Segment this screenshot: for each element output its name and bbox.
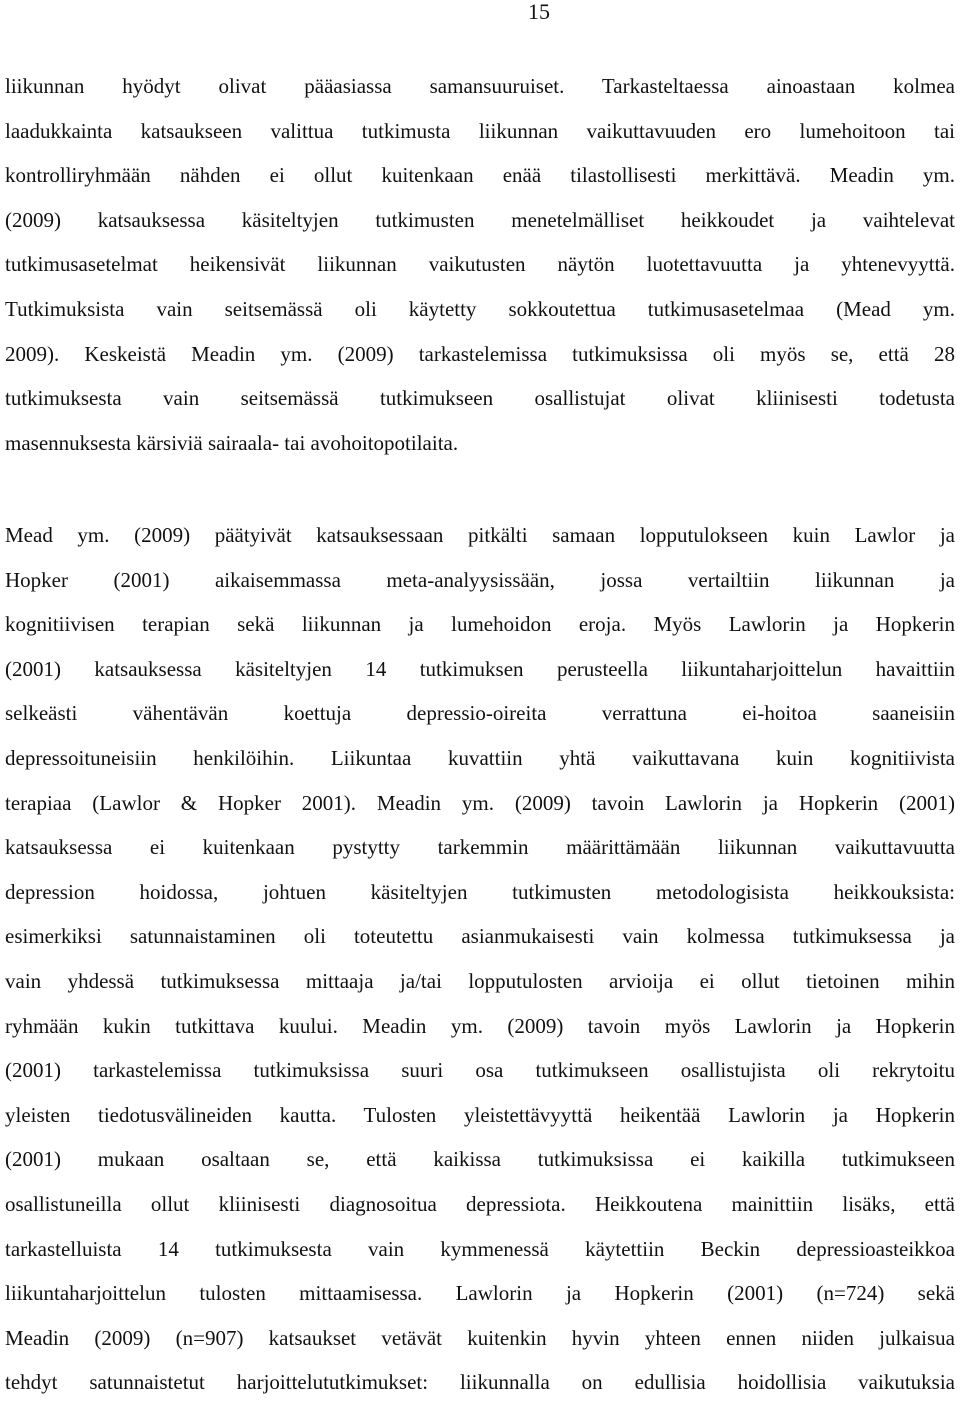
text-line: Tutkimuksista vain seitsemässä oli käytetty sokkoutettua tutkimusasetelmaa (Mead ym. <box>5 296 955 321</box>
text-line: (2009) katsauksessa käsiteltyjen tutkimusten menetelmälliset heikkoudet ja vaihtelevat <box>5 207 955 232</box>
text-line: kontrolliryhmään nähden ei ollut kuitenkaan enää tilastollisesti merkittävä. Meadin ym. <box>5 163 955 188</box>
paragraph-2 <box>5 513 955 1405</box>
text-line: depression hoidossa, johtuen käsiteltyjen tutkimusten metodologisista heikkouksista: <box>5 879 955 904</box>
text-line: kognitiivisen terapian sekä liikunnan ja lumehoidon eroja. Myös Lawlorin ja Hopkerin <box>5 612 955 637</box>
text-line: selkeästi vähentävän koettuja depressio-oireita verrattuna ei-hoitoa saaneisiin <box>5 701 955 726</box>
text-line: laadukkainta katsaukseen valittua tutkimusta liikunnan vaikuttavuuden ero lumehoitoon tai <box>5 118 955 143</box>
text-line: masennuksesta kärsiviä sairaala- tai avohoitopotilaita. <box>5 430 459 455</box>
text-line: liikuntaharjoittelun tulosten mittaamisessa. Lawlorin ja Hopkerin (2001) (n=724) sekä <box>5 1281 955 1306</box>
text-line: tutkimuksesta vain seitsemässä tutkimukseen osallistujat olivat kliinisesti todetusta <box>5 386 955 411</box>
text-line: tehdyt satunnaistetut harjoittelututkimukset: liikunnalla on edullisia hoidollisia vaikutuksia <box>5 1370 955 1395</box>
text-line: liikunnan hyödyt olivat pääasiassa samansuuruiset. Tarkasteltaessa ainoastaan kolmea <box>5 74 955 98</box>
paragraph-1 <box>5 64 955 465</box>
text-line: Mead ym. (2009) päätyivät katsauksessaan pitkälti samaan lopputulokseen kuin Lawlor ja <box>5 523 955 547</box>
text-line: yleisten tiedotusvälineiden kautta. Tulosten yleistettävyyttä heikentää Lawlorin ja Hopkerin <box>5 1102 955 1127</box>
text-line: ryhmään kukin tutkittava kuului. Meadin ym. (2009) tavoin myös Lawlorin ja Hopkerin <box>5 1013 955 1038</box>
text-line: depressoituneisiin henkilöihin. Liikuntaa kuvattiin yhtä vaikuttavana kuin kognitiivista <box>5 745 955 770</box>
text-line: tutkimusasetelmat heikensivät liikunnan vaikutusten näytön luotettavuutta ja yhtenevyyttä. <box>5 252 955 277</box>
page-number: 15 <box>528 0 550 24</box>
text-line: Hopker (2001) aikaisemmassa meta-analyysissään, jossa vertailtiin liikunnan ja <box>5 567 955 592</box>
text-line: 2009). Keskeistä Meadin ym. (2009) tarkastelemissa tutkimuksissa oli myös se, että 28 <box>5 341 955 366</box>
text-line: osallistuneilla ollut kliinisesti diagnosoitua depressiota. Heikkoutena mainittiin lisäks, että <box>5 1191 955 1216</box>
text-line: (2001) tarkastelemissa tutkimuksissa suuri osa tutkimukseen osallistujista oli rekrytoitu <box>5 1058 955 1083</box>
text-line: Meadin (2009) (n=907) katsaukset vetävät kuitenkin hyvin yhteen ennen niiden julkaisua <box>5 1325 955 1350</box>
text-line: (2001) mukaan osaltaan se, että kaikissa tutkimuksissa ei kaikilla tutkimukseen <box>5 1147 955 1172</box>
text-line: terapiaa (Lawlor & Hopker 2001). Meadin ym. (2009) tavoin Lawlorin ja Hopkerin (2001) <box>5 790 955 815</box>
text-line: tarkastelluista 14 tutkimuksesta vain kymmenessä käytettiin Beckin depressioasteikkoa <box>5 1236 955 1261</box>
text-line: (2001) katsauksessa käsiteltyjen 14 tutkimuksen perusteella liikuntaharjoittelun havaittiin <box>5 656 955 681</box>
text-line: katsauksessa ei kuitenkaan pystytty tarkemmin määrittämään liikunnan vaikuttavuutta <box>5 835 955 860</box>
text-line: vain yhdessä tutkimuksessa mittaaja ja/tai lopputulosten arvioija ei ollut tietoinen mihin <box>5 968 955 993</box>
text-line: esimerkiksi satunnaistaminen oli toteutettu asianmukaisesti vain kolmessa tutkimuksessa ja <box>5 924 955 949</box>
